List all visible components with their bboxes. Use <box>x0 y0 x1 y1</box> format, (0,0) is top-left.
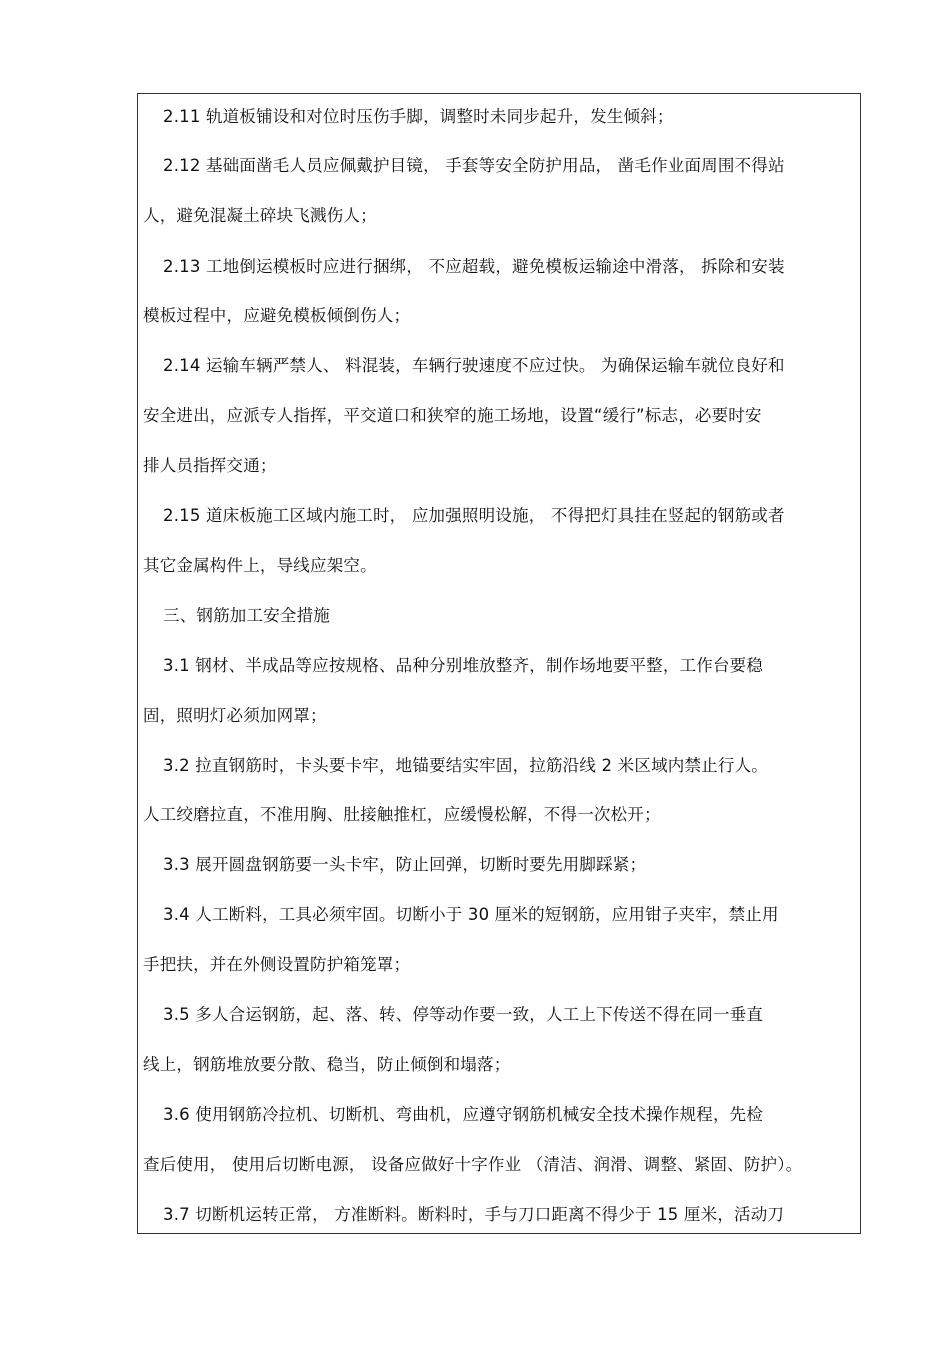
text-line: 2.15 道床板施工区域内施工时， 应加强照明设施， 不得把灯具挂在竖起的钢筋或者 <box>163 506 785 525</box>
section-heading: 三、钢筋加工安全措施 <box>163 606 330 625</box>
text-line: 安全进出，应派专人指挥，平交道口和狭窄的施工场地，设置“缓行”标志，必要时安 <box>143 406 762 425</box>
text-line: 3.7 切断机运转正常， 方准断料。断料时，手与刀口距离不得少于 15 厘米，活动刀 <box>163 1205 785 1224</box>
text-line: 手把扶，并在外侧设置防护箱笼罩； <box>143 955 411 974</box>
text-line: 人工绞磨拉直，不准用胸、肚接触推杠，应缓慢松解，不得一次松开； <box>143 805 661 824</box>
text-line: 查后使用， 使用后切断电源， 设备应做好十字作业 （清洁、润滑、调整、紧固、防护）。 <box>143 1155 803 1174</box>
text-line: 线上，钢筋堆放要分散、稳当，防止倾倒和塌落； <box>143 1055 511 1074</box>
text-line: 2.11 轨道板铺设和对位时压伤手脚，调整时未同步起升，发生倾斜； <box>163 107 674 126</box>
text-line: 3.6 使用钢筋冷拉机、切断机、弯曲机，应遵守钢筋机械安全技术操作规程，先检 <box>163 1105 764 1124</box>
text-line: 模板过程中，应避免模板倾倒伤人； <box>143 306 411 325</box>
text-line: 2.14 运输车辆严禁人、 料混装，车辆行驶速度不应过快。 为确保运输车就位良好和 <box>163 356 785 375</box>
text-line: 3.3 展开圆盘钢筋要一头卡牢，防止回弹，切断时要先用脚踩紧； <box>163 855 647 874</box>
text-line: 3.4 人工断料，工具必须牢固。切断小于 30 厘米的短钢筋，应用钳子夹牢，禁止用 <box>163 905 779 924</box>
text-line: 2.12 基础面凿毛人员应佩戴护目镜， 手套等安全防护用品， 凿毛作业面周围不得站 <box>163 156 785 175</box>
text-line: 固，照明灯必须加网罩； <box>143 706 327 725</box>
text-line: 人，避免混凝土碎块飞溅伤人； <box>143 206 377 225</box>
text-line: 3.1 钢材、半成品等应按规格、品种分别堆放整齐，制作场地要平整，工作台要稳 <box>163 656 764 675</box>
text-line: 3.5 多人合运钢筋，起、落、转、停等动作要一致，人工上下传送不得在同一垂直 <box>163 1005 764 1024</box>
text-line: 2.13 工地倒运模板时应进行捆绑， 不应超载，避免模板运输途中滑落， 拆除和安装 <box>163 257 785 276</box>
text-line: 排人员指挥交通； <box>143 456 277 475</box>
text-line: 3.2 拉直钢筋时，卡头要卡牢，地锚要结实牢固，拉筋沿线 2 米区域内禁止行人。 <box>163 756 768 775</box>
text-line: 其它金属构件上，导线应架空。 <box>143 556 377 575</box>
